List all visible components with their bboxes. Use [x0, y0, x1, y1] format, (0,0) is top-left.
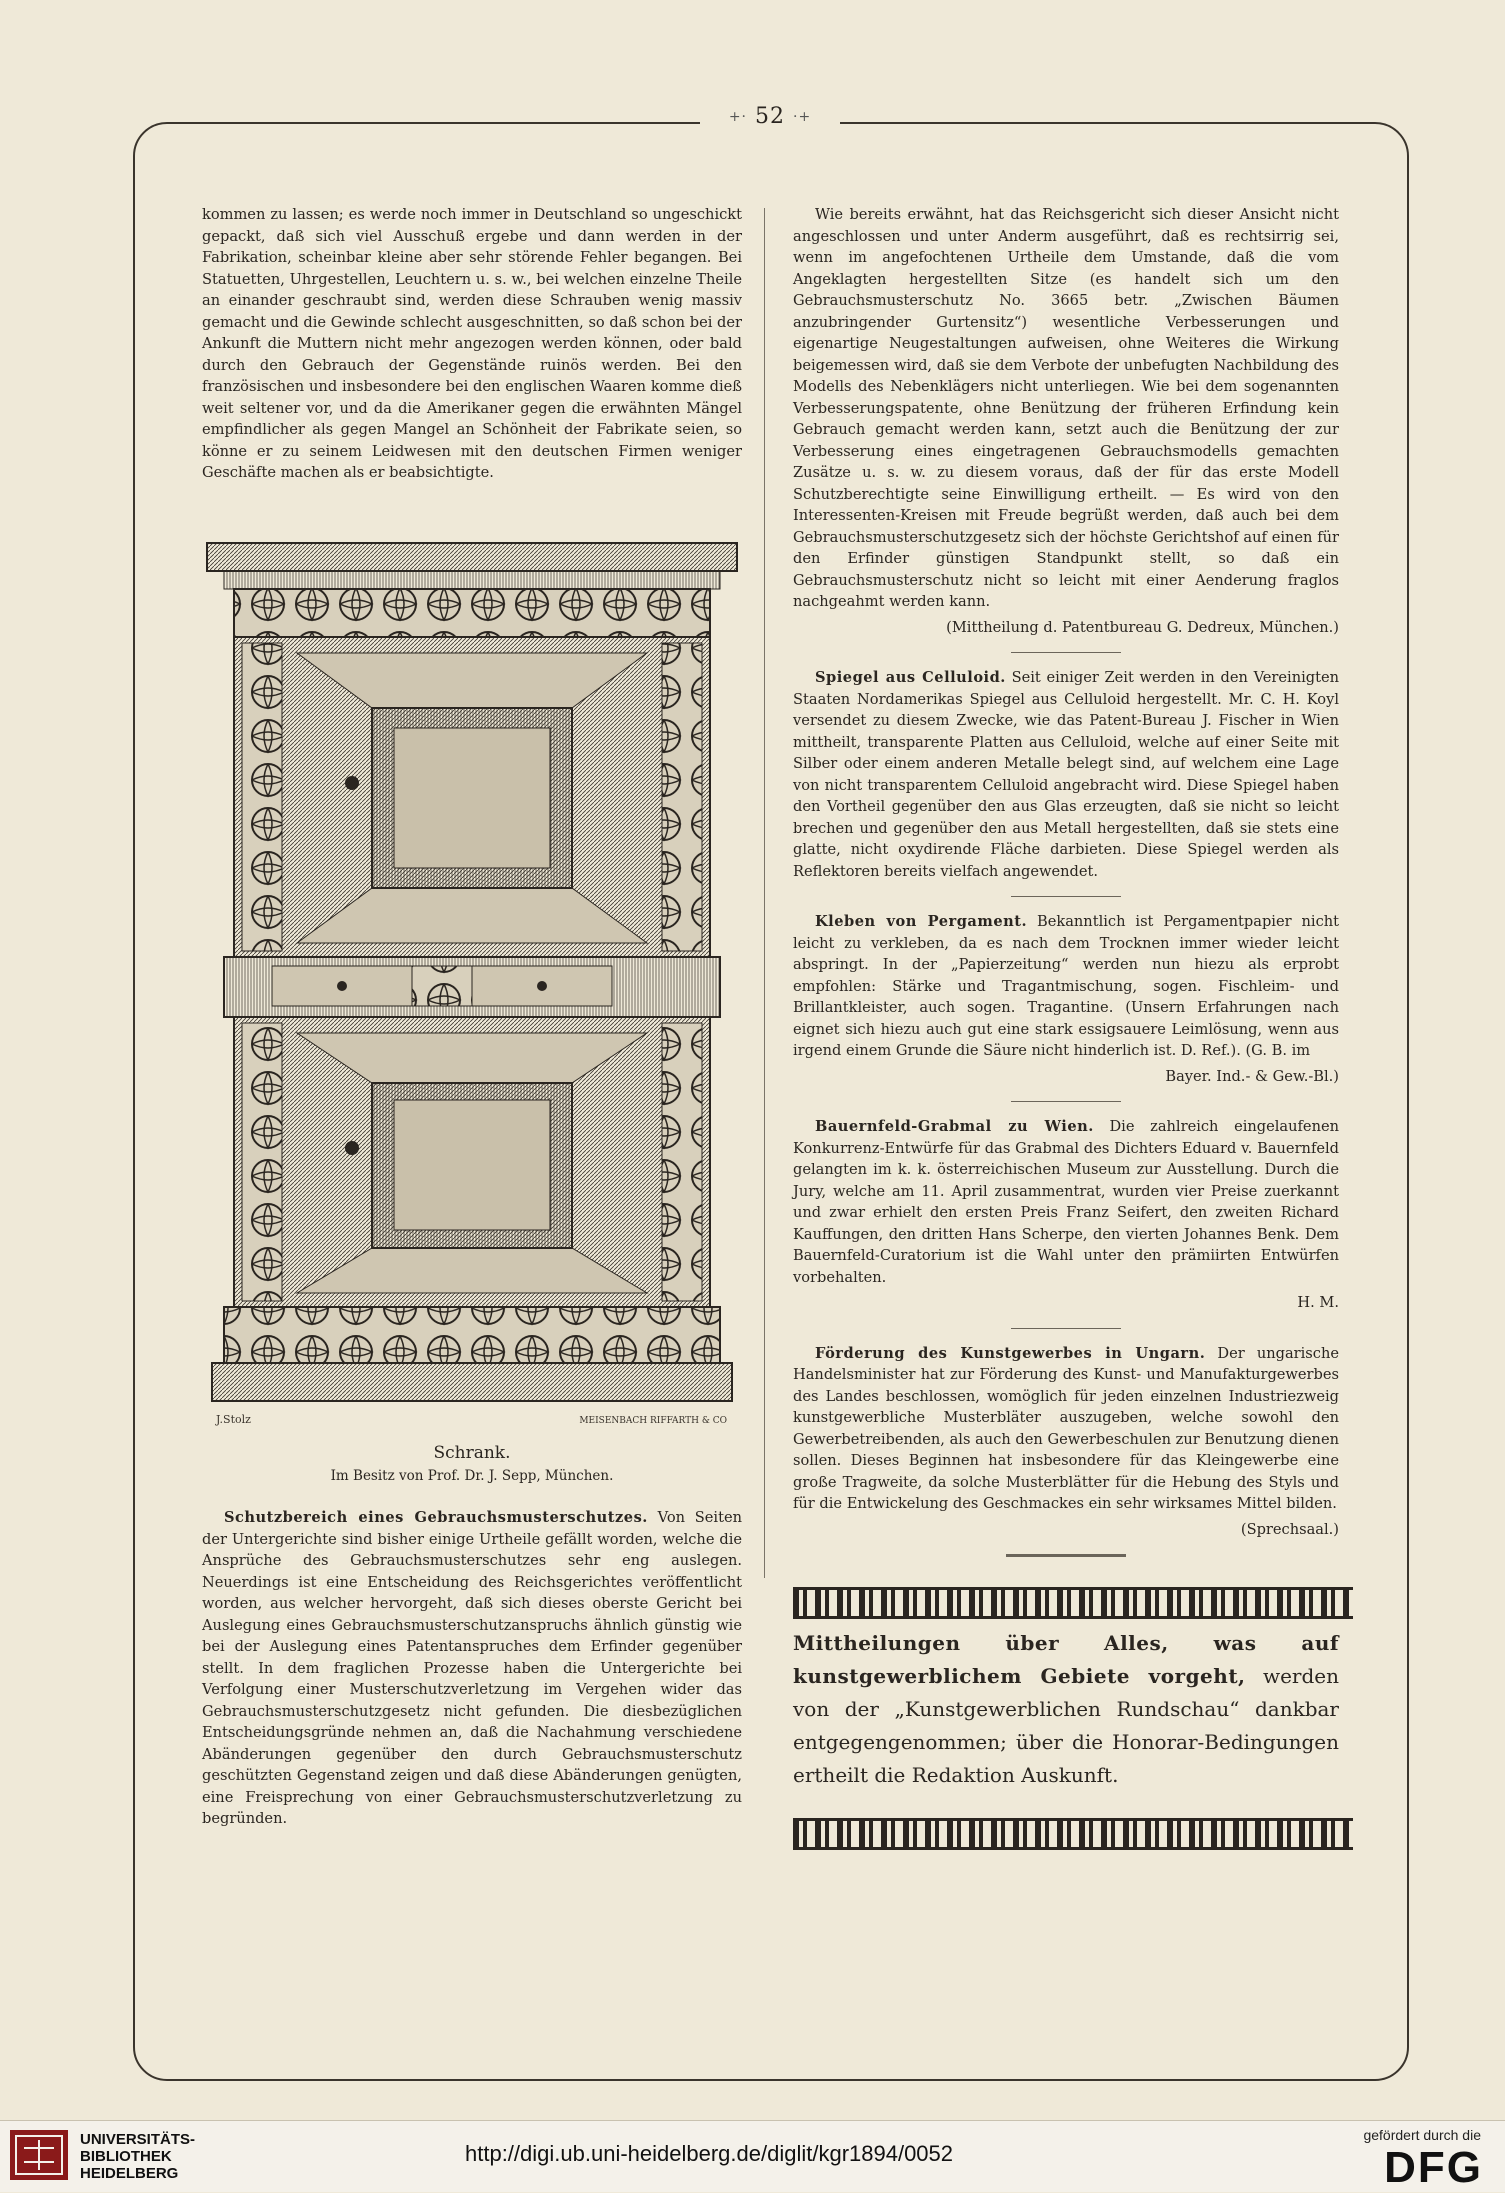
cabinet-cornice: [207, 543, 737, 571]
notice-body: werden von der „Kunstgewerblichen Rundschau“ dankbar entgegengenommen; über die Honorar-Bedingungen ertheilt die Redaktion Auskunft.: [793, 1664, 1339, 1787]
artist-signature: J.Stolz: [216, 1413, 251, 1426]
separator: [1011, 652, 1121, 653]
column-divider: [764, 208, 765, 1578]
upper-left-pilaster: [242, 643, 282, 951]
base-frieze: [224, 1307, 720, 1363]
notice-heading: Mittheilungen über Alles, was auf kunstgewerblichem Gebiete vorgeht,: [793, 1631, 1339, 1688]
article-ungarn: [793, 1343, 1339, 1515]
separator: [1011, 896, 1121, 897]
article-body: Seit einiger Zeit werden in den Vereinigten Staaten Nordamerikas Spiegel aus Celluloid hergestellt. Mr. C. H. Koyl versendet zu diesem Zwecke, wie das Patent-Bureau J. Fischer in Wien mittheilt, transparente Platten aus Celluloid, welche auf einer Seite mit Silber oder einem anderen Metalle belegt sind, auf welchem eine Lage von nicht transparentem Celluloid angebracht wird. Diese Spiegel haben den Vortheil gegenüber den aus Glas erzeugten, daß sie nicht so leicht brechen und gegenüber den aus Metall hergestellten, daß sie stets eine glatte, nicht oxydirende Fläche darbieten. Diese Spiegel werden als Reflektoren bereits vielfach angewendet.: [793, 669, 1339, 880]
page-number: [700, 104, 840, 129]
article-bauernfeld: [793, 1116, 1339, 1288]
institution-line-2: BIBLIOTHEK: [80, 2148, 172, 2165]
article-gebrauchsmusterschutz: [202, 1507, 742, 1830]
article-body: Der ungarische Handelsminister hat zur Förderung des Kunst- und Manufakturgewerbes des Landes beschlossen, womöglich für jeden einzelnen Industriezweig kunstgewerbliche Musterbläter auszugeben, welche sowohl den Gewerbetreibenden, als auch den Gewerbeschulen zur Benutzung dienen sollen. Dieses Beginnen hat insbesondere für das Kleingewerbe eine große Tragweite, da solche Musterblätter für die Hebung des Styls und für die Entwickelung des Geschmackes ein sehr wirksames Mittel bilden.: [793, 1344, 1340, 1512]
left-column-top: [202, 204, 742, 484]
source-citation: (Sprechsaal.): [1240, 1520, 1339, 1538]
cabinet-illustration: [202, 538, 742, 1438]
source-citation: (Mittheilung d. Patentbureau G. Dedreux, München.): [946, 618, 1339, 636]
article-heading: Kleben von Pergament.: [815, 913, 1028, 930]
left-column-article: [202, 1507, 742, 1830]
paragraph-continued: kommen zu lassen; es werde noch immer in Deutschland so ungeschickt gepackt, daß sich viel Ausschuß ergebe und dann werden in der Fabrikation, scheinbar kleine aber sehr störende Fehler begangen. Bei Statuetten, Uhrgestellen, Leuchtern u. s. w., bei welchen einzelne Theile an einander geschraubt sind, werden diese Schrauben wenig massiv gemacht und die Gewinde schlecht ausgeschnitten, so daß schon bei der Ankunft die Muttern nicht mehr angezogen werden können, oder bald durch den Gebrauch der Gegenstände ruinös werden. Bei den französischen und insbesondere bei den englischen Waaren komme dieß weit seltener vor, und da die Amerikaner gegen die erwähnten Mängel empfindlicher als gegen Mangel an Schönheit der Fabrikate seien, so könne er zu seinem Leidwesen mit den deutschen Firmen weniger Geschäfte machen als er beabsichtigte.: [202, 206, 742, 481]
article-heading: Förderung des Kunstgewerbes in Ungarn.: [815, 1344, 1206, 1362]
separator: [1011, 1101, 1121, 1102]
article-pergament: [793, 911, 1339, 1062]
permalink-url[interactable]: http://digi.ub.uni-heidelberg.de/diglit/kgr1894/0052: [465, 2141, 954, 2166]
article-heading: Schutzbereich eines Gebrauchsmusterschutzes.: [224, 1509, 648, 1526]
page-number-text: 52: [755, 104, 785, 129]
ornament-right-icon: ·+: [793, 109, 812, 125]
article-body: Bekanntlich ist Pergamentpapier nicht leicht zu verkleben, da es nach dem Trocknen immer wieder leicht abspringt. In der „Papierzeitung“ werden nun hiezu als erprobt empfohlen: Stärke und Tragantmischung, sogen. Fischleim- und Brillantkleister, auch sogen. Tragantine. (Unsern Erfahrungen nach eignet sich hiezu auch gut eine stark essigsauere Leimlösung, wenn aus irgend einem Grunde die Säure nicht hinderlich ist. D. Ref.). (G. B. im: [793, 913, 1340, 1059]
dfg-logo: DFG: [1384, 2143, 1483, 2192]
cabinet-plinth: [212, 1363, 732, 1401]
source-citation: Bayer. Ind.- & Gew.-Bl.): [1165, 1067, 1339, 1085]
article-spiegel: [793, 667, 1339, 882]
separator: [1006, 1554, 1126, 1557]
article-heading: Spiegel aus Celluloid.: [815, 669, 1006, 686]
upper-right-pilaster: [662, 643, 702, 951]
viewer-footer: [0, 2120, 1505, 2192]
ornament-band-bottom: [793, 1818, 1353, 1850]
author-initials: H. M.: [1297, 1294, 1339, 1311]
separator: [1011, 1328, 1121, 1329]
engraver-signature: MEISENBACH RIFFARTH & CO: [579, 1416, 727, 1426]
figure-caption: Schrank.: [433, 1443, 511, 1463]
article-heading: Bauernfeld-Grabmal zu Wien.: [815, 1118, 1094, 1135]
right-column: [793, 204, 1339, 1858]
lower-left-pilaster: [242, 1023, 282, 1301]
ornament-left-icon: +·: [728, 109, 747, 125]
institution-name: [80, 2131, 195, 2182]
institution-line-3: HEIDELBERG: [80, 2165, 179, 2182]
reichsgericht-paragraph: Wie bereits erwähnt, hat das Reichsgericht sich dieser Ansicht nicht angeschlossen und unter Anderm ausgeführt, daß es rechtsirrig sei, wenn im angefochtenen Urtheile dem Umstande, daß die vom Angeklagten hergestellten Sitze (es handelt sich um den Gebrauchsmusterschutz No. 3665 betr. „Zwischen Bäumen anzubringender Gurtensitz“) wesentliche Verbesserungen und eigenartige Neugestaltungen aufweisen, ohne Weiteres die Wirkung beigemessen wird, daß sie dem Verbote der unbefugten Nachbildung des Modells des Nebenklägers nicht unterliegen. Wie bei dem sogenannten Verbesserungspatente, ohne Benützung der früheren Erfindung kein Gebrauch gemacht werden kann, setzt auch die Benützung der zur Verbesserung eines eingetragenen Gebrauchsmodells gemachten Zusätze u. s. w. zu diesem voraus, daß der für das erste Modell Schutzberechtigte seine Einwilligung ertheilt. — Es wird von den Interessenten-Kreisen mit Freude begrüßt werden, daß auch bei dem Gebrauchsmusterschutzgesetz sich der höchste Gerichtshof auf einen für den Erfinder günstigen Standpunkt stellt, so daß ein Gebrauchsmusterschutz nicht so leicht mit einer Aenderung fraglos nachgeahmt werden kann.: [793, 206, 1339, 610]
institution-line-1: UNIVERSITÄTS-: [80, 2131, 196, 2148]
cornice-frieze: [234, 589, 710, 637]
article-body: Von Seiten der Untergerichte sind bisher einige Urtheile gefällt worden, welche die Ansprüche des Gebrauchsmusterschutzes sehr eng auslegen. Neuerdings ist eine Entscheidung des Reichsgerichtes veröffentlicht worden, aus welcher hervorgeht, daß sich dieses oberste Gericht bei Auslegung eines Gebrauchsmusterschutzanspruchs ähnlich günstig wie bei der Auslegung eines Patentanspruches dem Erfinder gegenüber stellt. In dem fraglichen Prozesse haben die Untergerichte bei Verfolgung einer Musterschutzverletzung im Vergehen wider das Gebrauchsmusterschutzgesetz nicht gefunden. Die diesbezüglichen Entscheidungsgründe nehmen an, daß die Nachahmung verschiedene Abänderungen gegenüber den durch Gebrauchsmusterschutz geschützten Gegenstand zeigen und daß diese Abänderungen genügten, eine Freisprechung von einer Gebrauchsmusterschutzverletzung zu begründen.: [202, 1509, 742, 1827]
ornament-band-top: [793, 1587, 1353, 1619]
university-logo-icon: [10, 2130, 68, 2180]
lower-right-pilaster: [662, 1023, 702, 1301]
funding-label: gefördert durch die: [1363, 2127, 1481, 2143]
editorial-notice: [793, 1627, 1339, 1792]
figure-credit: Im Besitz von Prof. Dr. J. Sepp, München.: [330, 1468, 614, 1484]
article-body: Die zahlreich eingelaufenen Konkurrenz-Entwürfe für das Grabmal des Dichters Eduard v. Bauernfeld gelangten im k. k. österreichischen Museum zur Ausstellung. Durch die Jury, welche am 11. April zusammentrat, wurden vier Preise zuerkannt und zwar erhielt den ersten Preis Franz Seifert, den zweiten Richard Kauffungen, den dritten Hans Scherpe, den vierten Johannes Benk. Dem Bauernfeld-Curatorium ist die Wahl unter den prämiirten Entwürfen vorbehalten.: [793, 1118, 1340, 1286]
